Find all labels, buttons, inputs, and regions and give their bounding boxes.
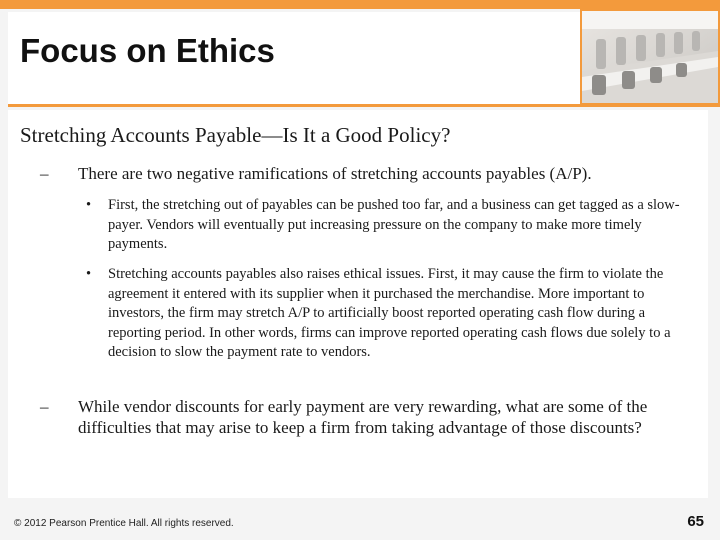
slide-title: Focus on Ethics [20,32,275,69]
top-accent-bar [0,0,720,9]
bullet-marker: • [86,266,92,282]
conference-room-photo [580,9,720,105]
title-divider [8,104,720,107]
bullet-point-1 [86,196,700,255]
dash-marker: – [40,164,49,183]
conference-room-chairs-icon [582,11,718,103]
bullet-point-text: Stretching accounts payables also raises ethical issues. First, it may cause the firm to violate the agreement it entered with its supplier when it purchased the merchandise. More important to investors, the firm may stretch A/P to artificially boost reported operating cash flow during a reporting period. In other words, firms can improve reported operating cash flows due solely to a decision to slow the payment rate to vendors. [108,266,671,360]
title-panel [8,12,580,104]
bullet-point-2 [86,265,700,363]
copyright-footer: © 2012 Pearson Prentice Hall. All rights reserved. [14,518,234,529]
dash-point-1 [40,163,700,184]
dash-marker: – [40,397,49,416]
content-panel [8,110,708,498]
dash-point-text: There are two negative ramifications of stretching accounts payables (A/P). [78,164,592,183]
bullet-point-text: First, the stretching out of payables can be pushed too far, and a business can get tagged as a slow-payer. Vendors will eventually put increasing pressure on the company to make more timely payments. [108,197,680,252]
page-number: 65 [687,513,704,530]
bullet-marker: • [86,197,92,213]
slide-heading: Stretching Accounts Payable—Is It a Good Policy? [20,123,451,147]
dash-point-text: While vendor discounts for early payment are very rewarding, what are some of the difficulties that may arise to keep a firm from taking advantage of those discounts? [78,397,648,437]
dash-point-2 [40,396,700,438]
